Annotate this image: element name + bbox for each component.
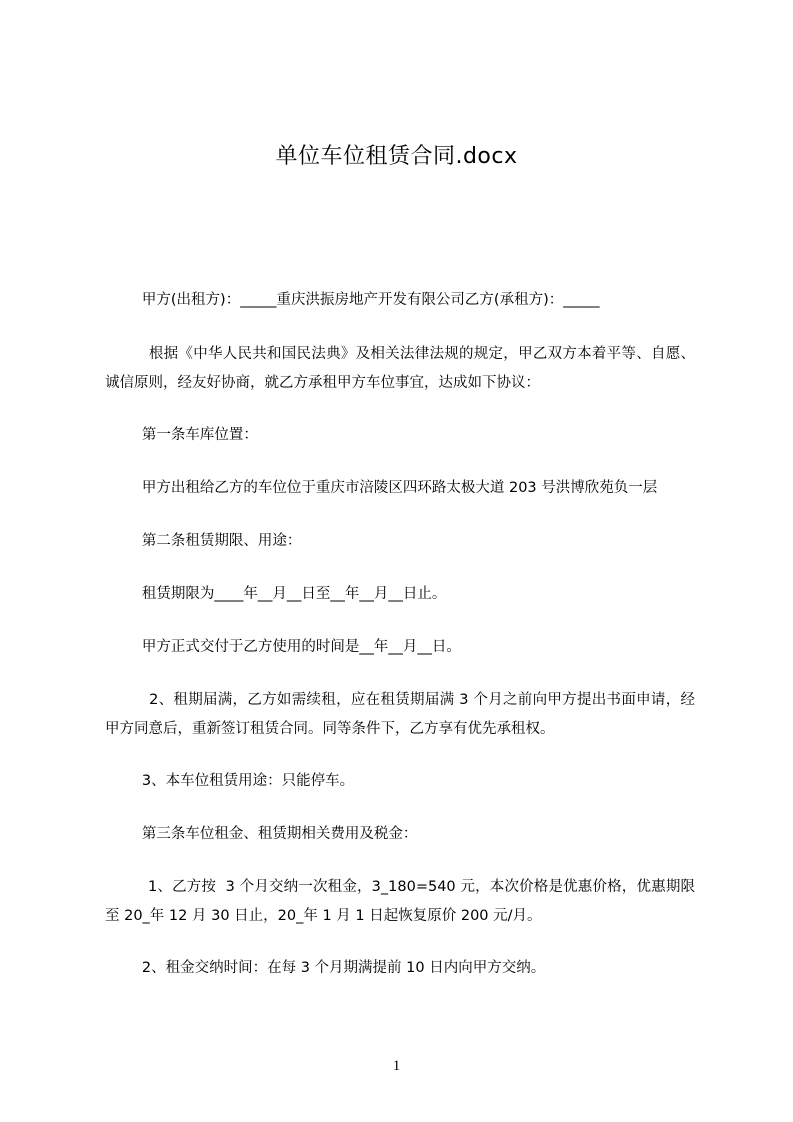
document-title: 单位车位租赁合同.docx xyxy=(275,144,518,169)
article-2-heading: 第二条租赁期限、用途： xyxy=(105,533,302,549)
article-1-heading: 第一条车库位置： xyxy=(105,427,258,443)
rent-payment-paragraph: 1、乙方按 3 个月交纳一次租金，3_180=540 元，本次价格是优惠价格，优惠期限至 20_年 12 月 30 日止，20_年 1 月 1 日起恢复原价 200 元/月。 xyxy=(105,879,695,924)
party-info-paragraph: 甲方(出租方)：_____重庆洪振房地产开发有限公司乙方(承租方)：_____ xyxy=(105,292,600,308)
payment-time-paragraph: 2、租金交纳时间：在每 3 个月期满提前 10 日内向甲方交纳。 xyxy=(105,960,546,976)
preamble-paragraph: 根据《中华人民共和国民法典》及相关法律法规的规定，甲乙双方本着平等、自愿、诚信原则，经友好协商，就乙方承租甲方车位事宜，达成如下协议： xyxy=(105,346,695,391)
page-number: 1 xyxy=(392,1058,401,1074)
parking-location-paragraph: 甲方出租给乙方的车位位于重庆市涪陵区四环路太极大道 203 号洪博欣苑负一层 xyxy=(105,480,658,496)
article-3-heading: 第三条车位租金、租赁期相关费用及税金： xyxy=(105,826,418,842)
usage-paragraph: 3、本车位租赁用途：只能停车。 xyxy=(105,773,355,789)
lease-term-paragraph: 租赁期限为____年__月__日至__年__月__日止。 xyxy=(105,586,447,602)
delivery-date-paragraph: 甲方正式交付于乙方使用的时间是__年__月__日。 xyxy=(105,639,461,655)
renewal-paragraph: 2、租期届满，乙方如需续租，应在租赁期届满 3 个月之前向甲方提出书面申请，经甲方同意后，重新签订租赁合同。同等条件下，乙方享有优先承租权。 xyxy=(105,692,695,737)
